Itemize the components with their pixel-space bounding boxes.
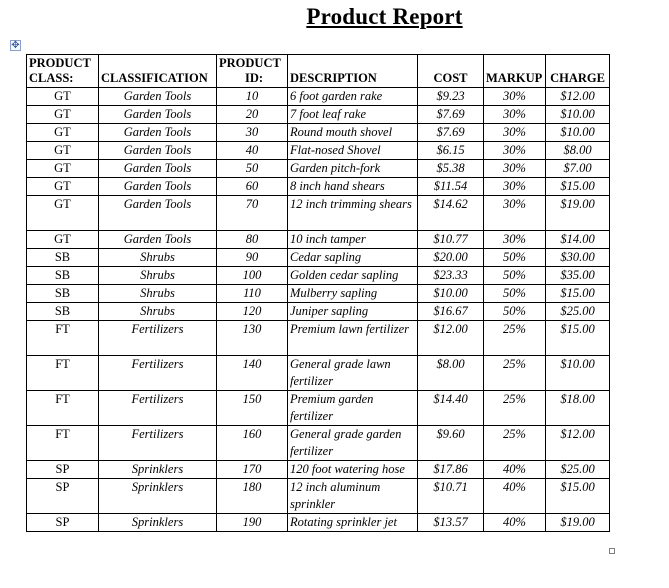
markup-cell: 25%: [484, 321, 546, 356]
cost-cell: $11.54: [418, 178, 484, 196]
classification-cell: Sprinklers: [99, 461, 217, 479]
product-id-cell: 20: [217, 106, 288, 124]
description-cell: General grade lawn fertilizer: [288, 356, 418, 391]
classification-cell: Sprinklers: [99, 479, 217, 514]
header-row: [27, 55, 610, 88]
product-class-cell: FT: [27, 356, 99, 391]
classification-cell: Fertilizers: [99, 426, 217, 461]
cost-cell: $6.15: [418, 142, 484, 160]
cost-cell: $16.67: [418, 303, 484, 321]
product-class-cell: SP: [27, 461, 99, 479]
page-title: [0, 4, 669, 30]
table-body: [27, 88, 610, 532]
product-class-cell: SP: [27, 514, 99, 532]
product-class-cell: GT: [27, 124, 99, 142]
markup-cell: 30%: [484, 106, 546, 124]
product-id-cell: 90: [217, 249, 288, 267]
cost-cell: $5.38: [418, 160, 484, 178]
product-class-cell: FT: [27, 426, 99, 461]
product-id-cell: 110: [217, 285, 288, 303]
description-cell: Juniper sapling: [288, 303, 418, 321]
description-cell: Premium lawn fertilizer: [288, 321, 418, 356]
product-class-cell: GT: [27, 196, 99, 231]
classification-cell: Garden Tools: [99, 142, 217, 160]
product-class-cell: SB: [27, 249, 99, 267]
product-class-cell: SB: [27, 267, 99, 285]
table-row: [27, 321, 610, 356]
header-classification: CLASSIFICATION: [99, 55, 217, 88]
product-id-cell: 150: [217, 391, 288, 426]
table-row: [27, 124, 610, 142]
header-charge: CHARGE: [546, 55, 610, 88]
charge-cell: $7.00: [546, 160, 610, 178]
classification-cell: Garden Tools: [99, 88, 217, 106]
header-description: DESCRIPTION: [288, 55, 418, 88]
cost-cell: $9.60: [418, 426, 484, 461]
table-row: [27, 88, 610, 106]
description-cell: Premium garden fertilizer: [288, 391, 418, 426]
description-cell: 12 inch aluminum sprinkler: [288, 479, 418, 514]
header-cost: COST: [418, 55, 484, 88]
charge-cell: $10.00: [546, 356, 610, 391]
charge-cell: $19.00: [546, 514, 610, 532]
cost-cell: $23.33: [418, 267, 484, 285]
markup-cell: 40%: [484, 479, 546, 514]
markup-cell: 50%: [484, 303, 546, 321]
classification-cell: Shrubs: [99, 249, 217, 267]
charge-cell: $10.00: [546, 124, 610, 142]
product-class-cell: SP: [27, 479, 99, 514]
charge-cell: $14.00: [546, 231, 610, 249]
description-cell: General grade garden fertilizer: [288, 426, 418, 461]
markup-cell: 50%: [484, 249, 546, 267]
cost-cell: $17.86: [418, 461, 484, 479]
classification-cell: Shrubs: [99, 285, 217, 303]
product-id-cell: 70: [217, 196, 288, 231]
header-product-class: [27, 55, 99, 88]
cost-cell: $12.00: [418, 321, 484, 356]
product-id-cell: 10: [217, 88, 288, 106]
product-report-table: [26, 54, 610, 532]
markup-cell: 30%: [484, 231, 546, 249]
product-id-cell: 30: [217, 124, 288, 142]
classification-cell: Sprinklers: [99, 514, 217, 532]
product-class-cell: SB: [27, 303, 99, 321]
classification-cell: Garden Tools: [99, 106, 217, 124]
product-class-cell: GT: [27, 88, 99, 106]
table-row: [27, 479, 610, 514]
cost-cell: $20.00: [418, 249, 484, 267]
charge-cell: $15.00: [546, 321, 610, 356]
charge-cell: $25.00: [546, 461, 610, 479]
table-resize-handle[interactable]: [609, 548, 615, 554]
table-row: [27, 285, 610, 303]
product-class-cell: GT: [27, 106, 99, 124]
table-row: [27, 160, 610, 178]
charge-cell: $15.00: [546, 479, 610, 514]
table-row: [27, 391, 610, 426]
description-cell: Rotating sprinkler jet: [288, 514, 418, 532]
charge-cell: $19.00: [546, 196, 610, 231]
product-id-cell: 50: [217, 160, 288, 178]
product-class-cell: GT: [27, 231, 99, 249]
classification-cell: Garden Tools: [99, 231, 217, 249]
cost-cell: $14.40: [418, 391, 484, 426]
markup-cell: 30%: [484, 160, 546, 178]
product-id-cell: 180: [217, 479, 288, 514]
cost-cell: $14.62: [418, 196, 484, 231]
classification-cell: Garden Tools: [99, 196, 217, 231]
markup-cell: 50%: [484, 267, 546, 285]
table-row: [27, 303, 610, 321]
charge-cell: $15.00: [546, 285, 610, 303]
description-cell: 6 foot garden rake: [288, 88, 418, 106]
markup-cell: 25%: [484, 356, 546, 391]
markup-cell: 30%: [484, 196, 546, 231]
classification-cell: Fertilizers: [99, 321, 217, 356]
header-product-id-line1: PRODUCT: [219, 56, 281, 70]
header-markup: MARKUP: [484, 55, 546, 88]
table-row: [27, 178, 610, 196]
charge-cell: $15.00: [546, 178, 610, 196]
classification-cell: Shrubs: [99, 303, 217, 321]
product-class-cell: GT: [27, 160, 99, 178]
markup-cell: 30%: [484, 124, 546, 142]
markup-cell: 40%: [484, 514, 546, 532]
charge-cell: $30.00: [546, 249, 610, 267]
table-move-handle-icon[interactable]: ✥: [11, 40, 20, 51]
header-product-id: [217, 55, 288, 88]
table-row: [27, 249, 610, 267]
product-id-cell: 190: [217, 514, 288, 532]
header-product-id-line2: ID:: [245, 71, 264, 85]
table-row: [27, 267, 610, 285]
classification-cell: Garden Tools: [99, 160, 217, 178]
report-title: Product Report: [306, 4, 463, 29]
description-cell: Flat-nosed Shovel: [288, 142, 418, 160]
markup-cell: 50%: [484, 285, 546, 303]
product-id-cell: 100: [217, 267, 288, 285]
product-class-cell: GT: [27, 142, 99, 160]
cost-cell: $10.77: [418, 231, 484, 249]
product-class-cell: GT: [27, 178, 99, 196]
charge-cell: $25.00: [546, 303, 610, 321]
markup-cell: 40%: [484, 461, 546, 479]
description-cell: Cedar sapling: [288, 249, 418, 267]
product-class-cell: SB: [27, 285, 99, 303]
table-row: [27, 231, 610, 249]
charge-cell: $35.00: [546, 267, 610, 285]
product-id-cell: 170: [217, 461, 288, 479]
cost-cell: $7.69: [418, 106, 484, 124]
charge-cell: $10.00: [546, 106, 610, 124]
description-cell: 7 foot leaf rake: [288, 106, 418, 124]
table-row: [27, 461, 610, 479]
classification-cell: Fertilizers: [99, 356, 217, 391]
header-product-class-line1: PRODUCT: [29, 56, 91, 70]
description-cell: Round mouth shovel: [288, 124, 418, 142]
markup-cell: 30%: [484, 178, 546, 196]
markup-cell: 30%: [484, 88, 546, 106]
classification-cell: Shrubs: [99, 267, 217, 285]
product-class-cell: FT: [27, 321, 99, 356]
description-cell: 8 inch hand shears: [288, 178, 418, 196]
description-cell: Golden cedar sapling: [288, 267, 418, 285]
description-cell: 120 foot watering hose: [288, 461, 418, 479]
header-product-class-line2: CLASS:: [29, 71, 74, 85]
description-cell: Mulberry sapling: [288, 285, 418, 303]
charge-cell: $18.00: [546, 391, 610, 426]
charge-cell: $12.00: [546, 426, 610, 461]
product-class-cell: FT: [27, 391, 99, 426]
table-row: [27, 426, 610, 461]
product-id-cell: 140: [217, 356, 288, 391]
markup-cell: 25%: [484, 426, 546, 461]
description-cell: 10 inch tamper: [288, 231, 418, 249]
product-id-cell: 80: [217, 231, 288, 249]
cost-cell: $8.00: [418, 356, 484, 391]
description-cell: Garden pitch-fork: [288, 160, 418, 178]
classification-cell: Fertilizers: [99, 391, 217, 426]
classification-cell: Garden Tools: [99, 178, 217, 196]
product-id-cell: 130: [217, 321, 288, 356]
table-row: [27, 196, 610, 231]
charge-cell: $12.00: [546, 88, 610, 106]
charge-cell: $8.00: [546, 142, 610, 160]
product-id-cell: 120: [217, 303, 288, 321]
cost-cell: $10.00: [418, 285, 484, 303]
cost-cell: $13.57: [418, 514, 484, 532]
table-row: [27, 514, 610, 532]
cost-cell: $10.71: [418, 479, 484, 514]
product-id-cell: 40: [217, 142, 288, 160]
markup-cell: 30%: [484, 142, 546, 160]
table-row: [27, 356, 610, 391]
cost-cell: $7.69: [418, 124, 484, 142]
cost-cell: $9.23: [418, 88, 484, 106]
product-id-cell: 160: [217, 426, 288, 461]
table-row: [27, 142, 610, 160]
classification-cell: Garden Tools: [99, 124, 217, 142]
table-row: [27, 106, 610, 124]
markup-cell: 25%: [484, 391, 546, 426]
description-cell: 12 inch trimming shears: [288, 196, 418, 231]
product-id-cell: 60: [217, 178, 288, 196]
